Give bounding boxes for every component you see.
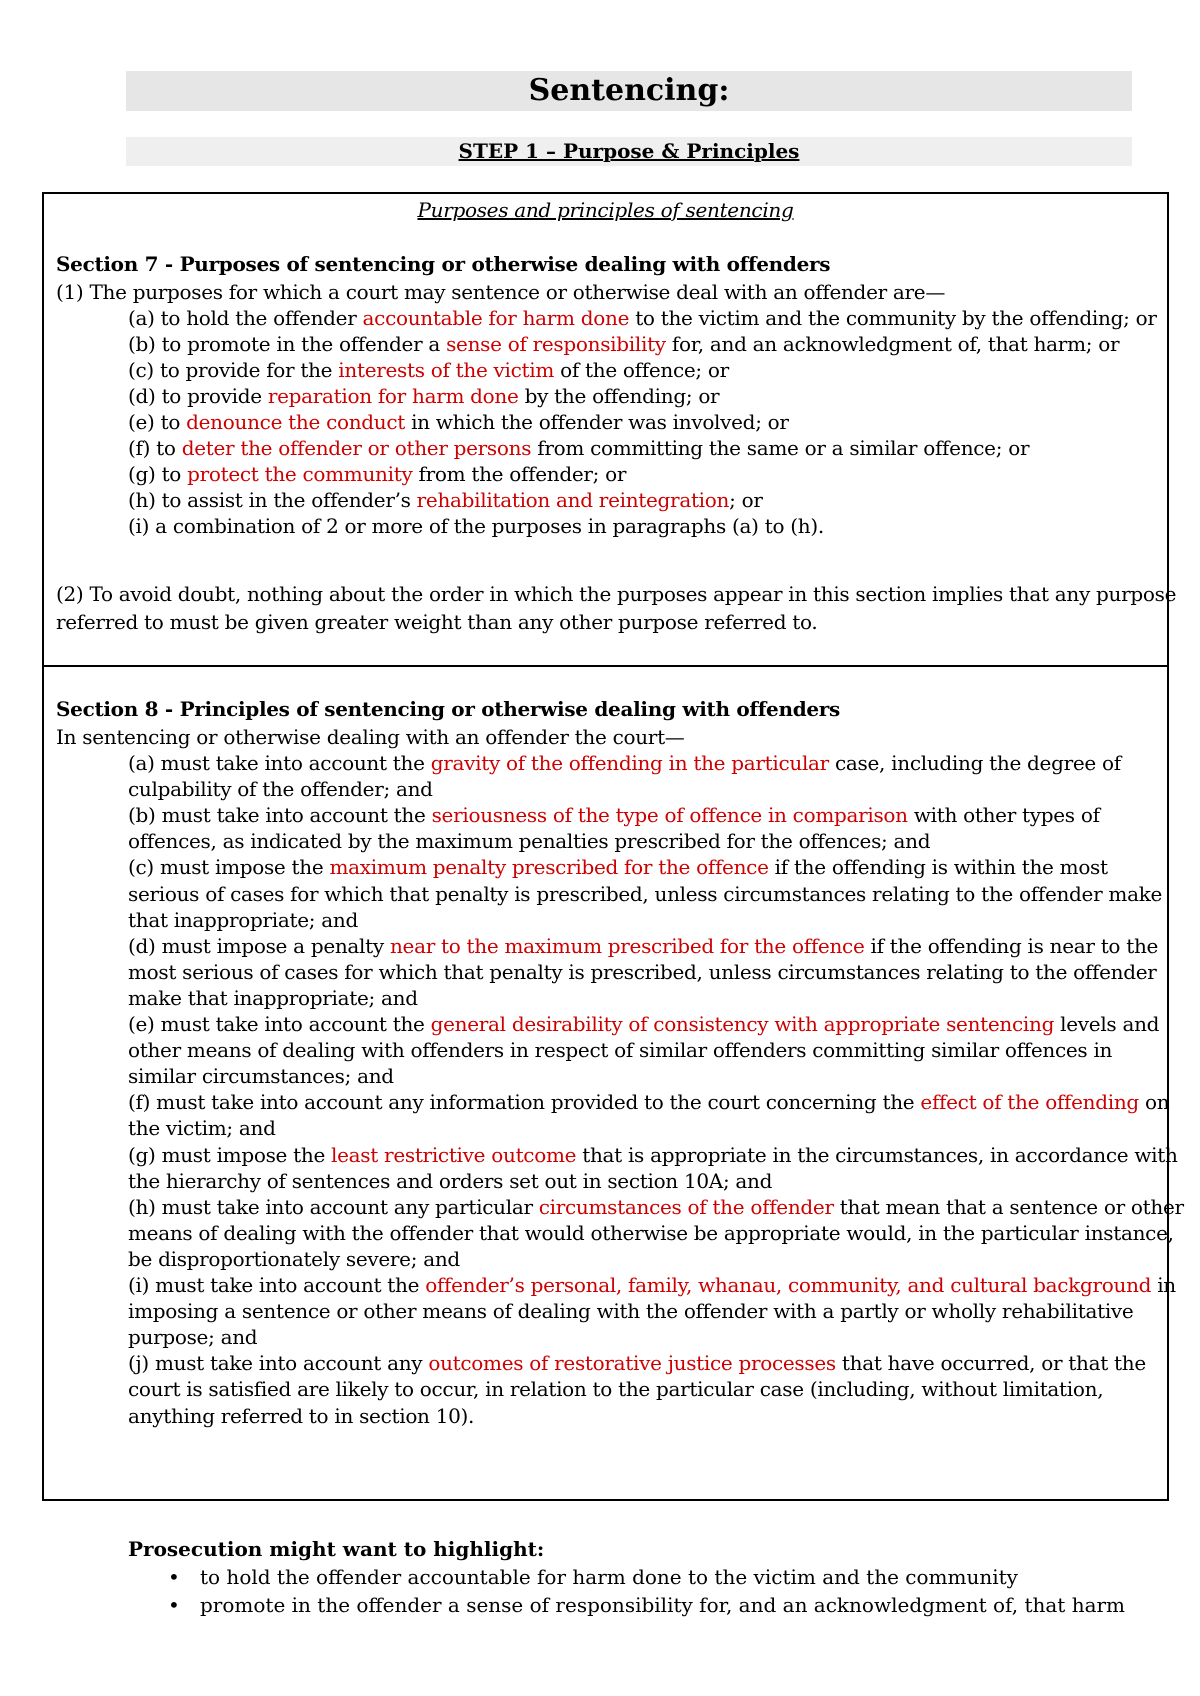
- highlighted-text: seriousness of the type of offence in comparison: [431, 803, 908, 828]
- item-text: offences, as indicated by the maximum penalties prescribed for the offences; and: [128, 829, 931, 854]
- item-text: purpose; and: [128, 1325, 258, 1350]
- item-text: in: [1151, 1273, 1176, 1297]
- item-text: imposing a sentence or other means of dealing with the offender with a partly or wholly rehabilitative: [128, 1299, 1134, 1324]
- list-item: [128, 382, 719, 410]
- highlighted-text: general desirability of consistency with appropriate sentencing: [430, 1012, 1055, 1036]
- item-text: (d) to provide: [128, 384, 268, 408]
- item-text: levels and: [1054, 1012, 1160, 1036]
- list-item: [128, 749, 1121, 777]
- item-text: in which the offender was involved; or: [405, 410, 789, 434]
- highlighted-text: least restrictive outcome: [331, 1142, 577, 1167]
- list-item: [128, 1062, 394, 1090]
- page-title: Sentencing:: [126, 71, 1132, 111]
- item-text: (g) to: [128, 462, 188, 486]
- highlighted-text: protect the community: [187, 462, 413, 486]
- bullet-text: promote in the offender a sense of responsibility for, and an acknowledgment of, that harm: [200, 1593, 1126, 1617]
- list-item: [128, 1167, 772, 1195]
- item-text: (i) must take into account the: [128, 1273, 426, 1297]
- item-text: from committing the same or a similar offence; or: [531, 436, 1030, 460]
- highlighted-text: maximum penalty prescribed for the offence: [329, 855, 769, 880]
- highlighted-text: offender’s personal, family, whanau, community, and cultural background: [425, 1273, 1152, 1297]
- item-text: most serious of cases for which that penalty is prescribed, unless circumstances relating to the offender: [128, 959, 1157, 984]
- item-text: the victim; and: [128, 1116, 276, 1141]
- prosecution-heading: Prosecution might want to highlight:: [128, 1537, 545, 1561]
- bullet-item: [128, 1563, 1125, 1591]
- item-text: (e) to: [128, 410, 187, 434]
- list-item: [128, 1088, 1169, 1116]
- item-text: (g) must impose the: [128, 1142, 332, 1167]
- item-text: with other types of: [907, 803, 1100, 828]
- item-text: that inappropriate; and: [128, 907, 359, 932]
- section-7-box: [42, 192, 1177, 667]
- box-heading: Purposes and principles of sentencing: [417, 198, 794, 222]
- list-item: [128, 853, 1108, 881]
- item-text: make that inappropriate; and: [128, 985, 418, 1010]
- item-text: anything referred to in section 10).: [128, 1403, 475, 1428]
- item-text: (d) must impose a penalty: [128, 933, 390, 958]
- highlighted-text: denounce the conduct: [186, 410, 406, 434]
- item-text: of the offence; or: [554, 358, 729, 382]
- section-8-title: Section 8 - Principles of sentencing or otherwise dealing with offenders: [56, 697, 840, 721]
- item-text: (h) must take into account any particular: [128, 1194, 539, 1219]
- list-item: [128, 827, 930, 855]
- bullet-item: [128, 1591, 1125, 1619]
- section-7-para2-line2: referred to must be given greater weight than any other purpose referred to.: [56, 610, 818, 634]
- list-item: [128, 304, 1157, 332]
- list-item: [128, 1271, 1176, 1299]
- list-item: [128, 1349, 1146, 1377]
- list-item: [128, 1297, 1133, 1325]
- highlighted-text: interests of the victim: [338, 358, 555, 382]
- item-text: (h) to assist in the offender’s: [128, 488, 417, 512]
- item-text: (i) a combination of 2 or more of the purposes in paragraphs (a) to (h).: [128, 514, 824, 538]
- list-item: [128, 1375, 1103, 1403]
- highlighted-text: deter the offender or other persons: [181, 436, 532, 460]
- item-text: serious of cases for which that penalty is prescribed, unless circumstances relating to the offender make: [128, 881, 1163, 906]
- item-text: (a) to hold the offender: [128, 306, 363, 330]
- list-item: [128, 356, 729, 384]
- item-text: if the offending is near to the: [864, 933, 1159, 958]
- highlighted-text: gravity of the offending in the particular: [430, 751, 829, 775]
- prosecution-list: [128, 1563, 1125, 1619]
- item-text: on: [1138, 1090, 1170, 1115]
- list-item: [128, 801, 1100, 829]
- highlighted-text: circumstances of the offender: [538, 1194, 834, 1219]
- highlighted-text: rehabilitation and reintegration: [416, 488, 730, 512]
- highlighted-text: effect of the offending: [920, 1090, 1139, 1115]
- item-text: culpability of the offender; and: [128, 777, 433, 802]
- list-item: [128, 1323, 257, 1351]
- item-text: (c) to provide for the: [128, 358, 339, 382]
- list-item: [128, 1036, 1112, 1064]
- section-8-intro: In sentencing or otherwise dealing with an offender the court—: [56, 725, 685, 749]
- highlighted-text: reparation for harm done: [267, 384, 519, 408]
- list-item: [128, 775, 433, 803]
- item-text: for, and an acknowledgment of, that harm; or: [665, 332, 1120, 356]
- item-text: that is appropriate in the circumstances, in accordance with: [576, 1142, 1178, 1167]
- item-text: (b) must take into account the: [128, 803, 432, 828]
- bullet-text: to hold the offender accountable for harm done to the victim and the community: [200, 1565, 1018, 1589]
- item-text: that mean that a sentence or other: [833, 1194, 1184, 1219]
- item-text: ; or: [729, 488, 763, 512]
- list-item: [128, 958, 1157, 986]
- section-7-para2-line1: (2) To avoid doubt, nothing about the order in which the purposes appear in this section implies that any purpose: [56, 582, 1177, 606]
- item-text: (e) must take into account the: [128, 1012, 431, 1036]
- list-item: [128, 1245, 460, 1273]
- list-item: [128, 408, 789, 436]
- item-text: to the victim and the community by the offending; or: [629, 306, 1157, 330]
- item-text: court is satisfied are likely to occur, in relation to the particular case (including, without limitation,: [128, 1377, 1104, 1402]
- item-text: (f) must take into account any information provided to the court concerning the: [128, 1090, 921, 1115]
- list-item: [128, 434, 1029, 462]
- list-item: [128, 1010, 1159, 1038]
- item-text: by the offending; or: [518, 384, 720, 408]
- list-item: [128, 1193, 1184, 1221]
- item-text: case, including the degree of: [828, 751, 1121, 775]
- bullet-icon: •: [168, 1565, 180, 1589]
- section-7-intro: (1) The purposes for which a court may sentence or otherwise deal with an offender are—: [56, 280, 946, 304]
- item-text: (c) must impose the: [128, 855, 330, 880]
- item-text: be disproportionately severe; and: [128, 1246, 460, 1271]
- item-text: similar circumstances; and: [128, 1064, 394, 1089]
- prosecution-section: [128, 1535, 1125, 1619]
- list-item: [128, 512, 824, 540]
- section-8-box: [42, 667, 1184, 1501]
- item-text: that have occurred, or that the: [835, 1351, 1146, 1376]
- highlighted-text: outcomes of restorative justice processes: [428, 1351, 836, 1376]
- item-text: (a) must take into account the: [128, 751, 431, 775]
- highlighted-text: accountable for harm done: [362, 306, 630, 330]
- step-heading: STEP 1 – Purpose & Principles: [126, 137, 1132, 166]
- bullet-icon: •: [168, 1593, 180, 1617]
- item-text: (f) to: [128, 436, 182, 460]
- highlighted-text: near to the maximum prescribed for the offence: [389, 933, 865, 958]
- list-item: [128, 1141, 1178, 1169]
- item-text: other means of dealing with offenders in respect of similar offenders committing similar offences in: [128, 1038, 1113, 1063]
- list-item: [128, 880, 1162, 908]
- item-text: from the offender; or: [412, 462, 627, 486]
- list-item: [128, 906, 358, 934]
- list-item: [128, 460, 626, 488]
- list-item: [128, 1114, 276, 1142]
- item-text: if the offending is within the most: [768, 855, 1108, 880]
- list-item: [128, 984, 418, 1012]
- item-text: means of dealing with the offender that would otherwise be appropriate would, in the particular instance,: [128, 1220, 1174, 1245]
- item-text: the hierarchy of sentences and orders set out in section 10A; and: [128, 1168, 773, 1193]
- list-item: [128, 486, 763, 514]
- highlighted-text: sense of responsibility: [446, 332, 666, 356]
- list-item: [128, 1402, 474, 1430]
- section-7-title: Section 7 - Purposes of sentencing or otherwise dealing with offenders: [56, 252, 831, 276]
- list-item: [128, 932, 1158, 960]
- list-item: [128, 1219, 1174, 1247]
- item-text: (j) must take into account any: [128, 1351, 429, 1376]
- list-item: [128, 330, 1119, 358]
- item-text: (b) to promote in the offender a: [128, 332, 447, 356]
